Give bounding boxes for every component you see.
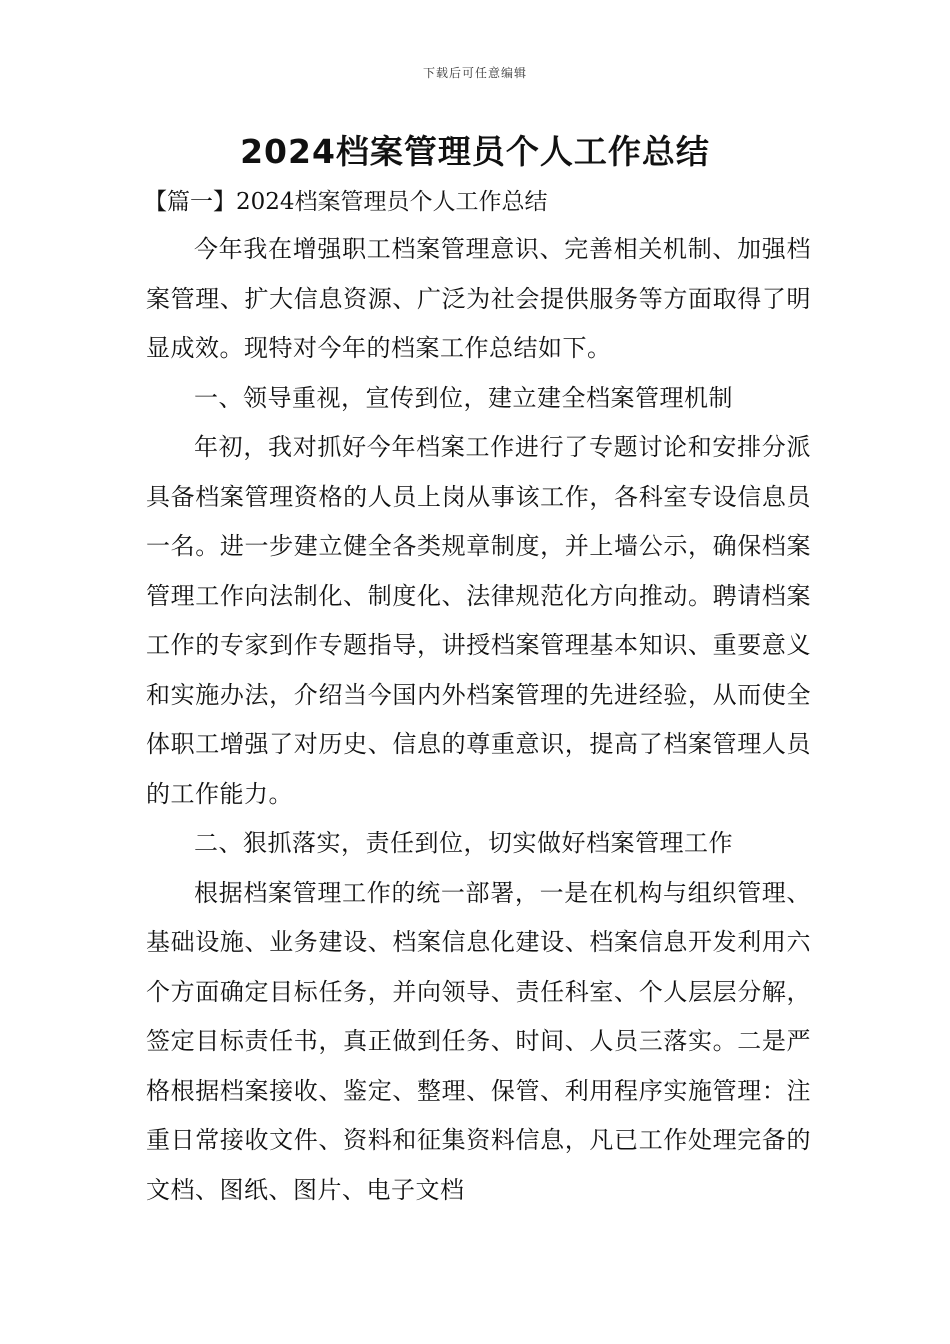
document-body	[146, 225, 811, 1215]
paragraph-section-1: 年初，我对抓好今年档案工作进行了专题讨论和安排分派具备档案管理资格的人员上岗从事该工作，各科室专设信息员一名。进一步建立健全各类规章制度，并上墙公示，确保档案管理工作向法制化、制度化、法律规范化方向推动。聘请档案工作的专家到作专题指导，讲授档案管理基本知识、重要意义和实施办法，介绍当今国内外档案管理的先进经验，从而使全体职工增强了对历史、信息的尊重意识，提高了档案管理人员的工作能力。	[146, 433, 811, 808]
document-title: 2024档案管理员个人工作总结	[240, 132, 710, 171]
section-heading-1: 一、领导重视，宣传到位，建立建全档案管理机制	[194, 383, 733, 412]
paragraph-intro: 今年我在增强职工档案管理意识、完善相关机制、加强档案管理、扩大信息资源、广泛为社会提供服务等方面取得了明显成效。现特对今年的档案工作总结如下。	[146, 235, 811, 362]
section-heading-2: 二、狠抓落实，责任到位，切实做好档案管理工作	[194, 829, 733, 857]
paragraph-section-2: 根据档案管理工作的统一部署，一是在机构与组织管理、基础设施、业务建设、档案信息化建设、档案信息开发利用六个方面确定目标任务，并向领导、责任科室、个人层层分解，签定目标责任书，真正做到任务、时间、人员三落实。二是严格根据档案接收、鉴定、整理、保管、利用程序实施管理：注重日常接收文件、资料和征集资料信息，凡已工作处理完备的文档、图纸、图片、电子文档	[146, 878, 811, 1204]
header-note: 下载后可任意编辑	[422, 66, 527, 80]
section-subtitle: 【篇一】2024档案管理员个人工作总结	[144, 189, 548, 215]
